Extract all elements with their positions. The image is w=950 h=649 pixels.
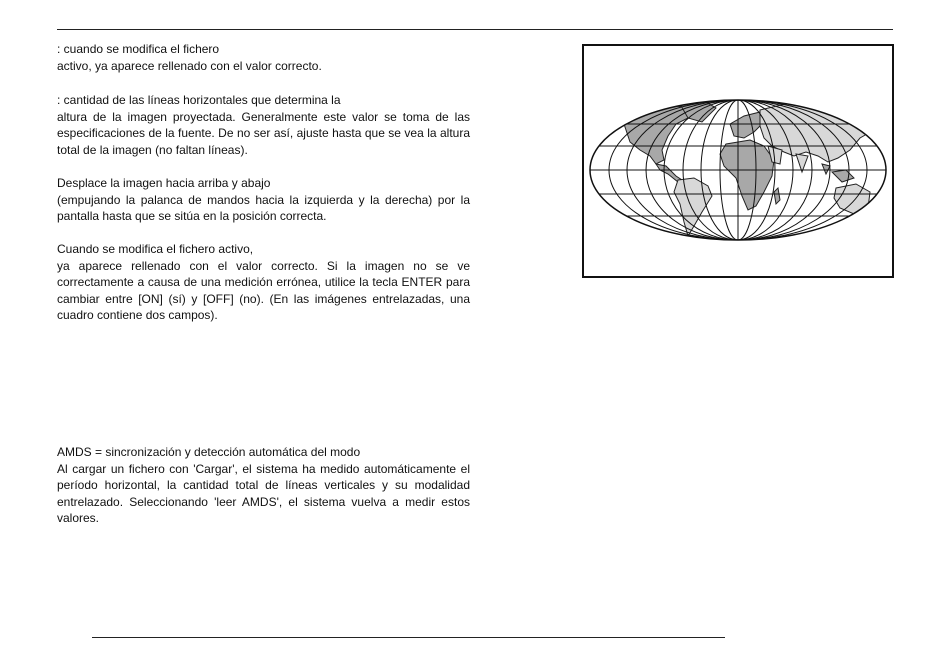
map-graticule: [584, 96, 892, 244]
paragraph-1-line-1: : cuando se modifica el fichero: [57, 42, 220, 56]
paragraph-3-body: (empujando la palanca de mandos hacia la izquierda y la derecha) por la pantalla hasta que se sitúa en la posición correcta.: [57, 192, 470, 224]
paragraph-2-line-1: : cantidad de las líneas horizontales que determina la: [57, 93, 341, 107]
paragraph-4-body: ya aparece rellenado con el valor correcto. Si la imagen no se ve correctamente a causa de una medición errónea, utilice la tecla ENTER para cambiar entre [ON] (sí) y [OFF] (no). (En las imágenes entrelazadas, una cuadro contiene dos campos).: [57, 258, 470, 323]
paragraph-1-body: activo, ya aparece rellenado con el valor correcto.: [57, 58, 322, 73]
amds-heading: AMDS = sincronización y detección automática del modo: [57, 445, 361, 459]
world-map-figure: [582, 44, 894, 278]
paragraph-1: [57, 41, 470, 74]
paragraph-4-line-1: Cuando se modifica el fichero activo,: [57, 242, 254, 256]
world-map-illustration: [584, 46, 892, 276]
paragraph-2: [57, 92, 470, 158]
amds-body: Al cargar un fichero con 'Cargar', el sistema ha medido automáticamente el período horizontal, la cantidad total de líneas verticales y su modalidad entrelazado. Seleccionando 'leer AMDS', el sistema vuelva a medir estos valores.: [57, 461, 470, 526]
paragraph-3-line-1: Desplace la imagen hacia arriba y abajo: [57, 176, 271, 190]
top-rule: [57, 29, 893, 30]
paragraph-2-body: altura de la imagen proyectada. Generalmente este valor se toma de las especificaciones de la fuente. De no ser así, ajuste hasta que se vea la altura total de la imagen (no faltan líneas).: [57, 109, 470, 157]
bottom-rule: [92, 637, 725, 638]
paragraph-4: [57, 241, 470, 324]
paragraph-3: [57, 175, 470, 225]
paragraph-amds: [57, 444, 470, 527]
